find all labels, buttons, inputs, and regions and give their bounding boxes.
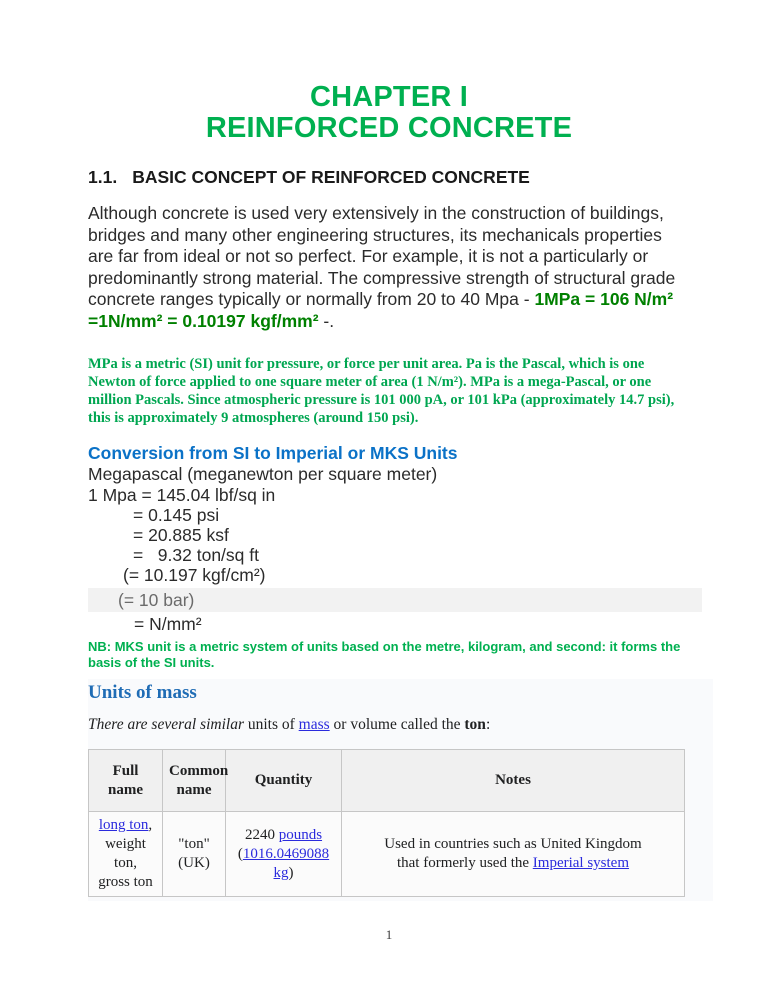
section-heading [88, 166, 690, 188]
kg-link[interactable]: 1016.0469088 kg [242, 845, 330, 881]
quantity-open-paren: ( [237, 845, 243, 862]
conversion-line-2: = 0.145 psi [133, 505, 220, 525]
intro-highlight-formula: 1MPa = 106 N/m² =1N/mm² = 0.10197 kgf/mm² [88, 289, 674, 331]
quantity-close-paren: ) [288, 864, 294, 881]
pounds-link[interactable]: pounds [278, 826, 323, 843]
units-intro-mid1: units of [243, 716, 299, 733]
table-header-common-name: Common name [163, 750, 226, 812]
conversion-line-1: 1 Mpa = 145.04 lbf/sq in [88, 485, 276, 505]
quantity-value: 2240 [244, 826, 279, 843]
intro-text-after: -. [318, 310, 335, 331]
units-of-mass-intro [88, 715, 713, 735]
units-table [88, 749, 685, 897]
full-name-line2: weight ton, [105, 836, 146, 871]
long-ton-link[interactable]: long ton [98, 817, 149, 833]
mpa-definition-note: MPa is a metric (SI) unit for pressure, or force per unit area. Pa is the Pascal, which is one Newton of force applied to one square meter of area (1 N/m²). MPa is a mega-Pascal, or one million Pascals. Since atmospheric pressure is 101 000 pA, or 101 kPa (approximately 14.7 psi), this is approximately 9 atmospheres (around 150 psi). [88, 356, 675, 426]
notes-line1: Used in countries such as United Kingdom [384, 836, 642, 852]
nb-mks-note: NB: MKS unit is a metric system of units based on the metre, kilogram, and second: it forms the basis of the SI units. [88, 639, 681, 670]
table-header-row [89, 750, 685, 812]
conversion-line-4: = 9.32 ton/sq ft [133, 545, 259, 565]
units-of-mass-section [88, 679, 713, 901]
table-header-full-name: Full name [89, 750, 163, 812]
table-header-quantity: Quantity [226, 750, 342, 812]
units-intro-end: : [485, 716, 491, 733]
cell-quantity [226, 812, 342, 897]
chapter-title-line2: REINFORCED CONCRETE [205, 112, 573, 144]
bar-conversion-highlight [88, 588, 702, 612]
full-name-line3: gross ton [98, 874, 153, 890]
notes-line2: that formerly used the [396, 855, 533, 871]
cell-common-name: "ton" (UK) [163, 812, 226, 897]
conversion-line-3: = 20.885 ksf [133, 525, 229, 545]
chapter-title-line1: CHAPTER I [309, 81, 469, 113]
conversion-subtitle: Megapascal (meganewton per square meter) [88, 464, 438, 484]
mass-link[interactable]: mass [298, 716, 330, 733]
page-number: 1 [385, 927, 393, 942]
imperial-system-link[interactable]: Imperial system [532, 855, 630, 871]
bar-conversion-text: (= 10 bar) [118, 590, 195, 610]
units-intro-mid2: or volume called the [329, 716, 465, 733]
table-header-notes: Notes [342, 750, 685, 812]
conversion-line-5: (= 10.197 kgf/cm²) [123, 565, 266, 585]
units-intro-italic: There are several similar [88, 716, 244, 733]
units-intro-ton-bold: ton [464, 716, 486, 733]
cell-full-name [89, 812, 163, 897]
section-heading-text: BASIC CONCEPT OF REINFORCED CONCRETE [132, 167, 530, 187]
cell-notes [342, 812, 685, 897]
chapter-title [88, 82, 690, 144]
table-row [89, 812, 685, 897]
intro-paragraph [88, 203, 690, 332]
section-number: 1.1. [88, 167, 118, 187]
nmm-conversion-line: = N/mm² [134, 614, 202, 634]
full-name-comma: , [148, 817, 153, 833]
intro-text-before: Although concrete is used very extensively in the construction of buildings, bridges and many other engineering structures, its mechanicals properties are far from ideal or not so perfect. For example, it is not a particularly or predominantly strong material. The compressive strength of structural grade concrete ranges typically or normally from 20 to 40 Mpa - [88, 203, 676, 309]
conversion-heading: Conversion from SI to Imperial or MKS Units [88, 443, 458, 463]
units-of-mass-heading: Units of mass [88, 682, 197, 703]
